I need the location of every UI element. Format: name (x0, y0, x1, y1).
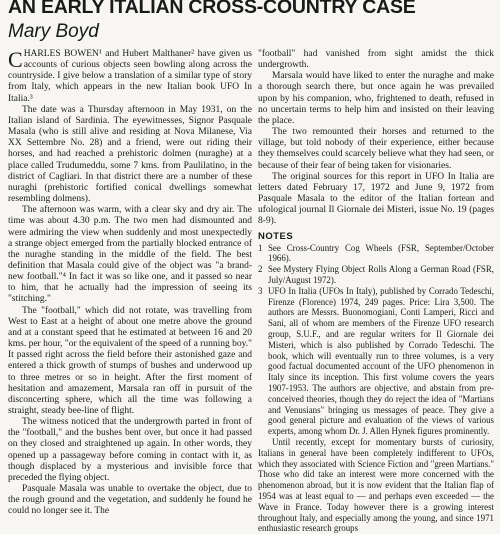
paragraph-pursuit: Pasquale Masala was unable to overtake the object, due to the rough ground and the vegetation, and suddenly he found he could no longer see it. The (8, 484, 252, 517)
note-3-text: UFO In Italia (UFOs In Italy), published by Corrado Tedeschi, Firenze (Florence) 1974, 249 pages. Price: Lira 3,500. The authors are Messrs. Buonomogiani, Conti Lamperi, Ricci and Sani, all of whom are members of the Firenze UFO research group, S.U.F., and are regular writers for Il Giornale dei Misteri, which is also published by Corrado Tedeschi. The book, which will eventually run to three volumes, is a very good factual documented account of the UFO phenomenon in Italy since its inception. This first volume covers the years 1907-1953. The authors are objective, and abstain from pre-conceived theories, though they do reject the idea of "Martians and Venusians" bringing us messages of peace. They give a good general picture and evaluation of the views of various experts, among whom Dr. J. Allen Hynek figures prominently. (268, 285, 494, 437)
paragraph-date: The date was a Thursday afternoon in May 1931, on the Italian island of Sardinia. The eyewitnesses, Signor Pasquale Masala (who is still alive and residing at Nova Milanese, Via XX Settembre No. 28) and a friend, were out riding their horses, and had reached a prehistoric dolmen (nuraghe) at a place called Trudumeddu, some 7 kms. from Paulilatino, in the district of Cagliari. In that district there are a number of these nuraghi (prehistoric fortified conical dwellings somewhat resembling dolmens). (8, 104, 252, 205)
paragraph-intro-text: HARLES BOWEN¹ and Hubert Malthaner² have given us accounts of curious objects seen bowling along across the countryside. I give below a translation of a similar type of story from Italy, which appears in the new Italian book UFO In Italia.³ (8, 49, 252, 104)
drop-cap: C (8, 47, 23, 72)
note-2-number: 2 (258, 264, 263, 275)
left-column (8, 47, 252, 517)
paragraph-witness: The witness noticed that the undergrowth parted in front of the "football," and the bushes bent over, but once it had passed on they closed and straightened up again. In other words, they opened up a passageway before coming in contact with it, as though displaced by a mysterious and invisible force that preceded the flying object. (8, 417, 252, 483)
note-3-continuation: Until recently, except for momentary bursts of curiosity, Italians in general have been completely indifferent to UFOs, which they associated with Science Fiction and "green Martians." Those who did take an interest were more concerned with the phenomenon abroad, but it is now evident that the Italian flap of 1954 was at least equal to — and perhaps even exceeded — the Wave in France. Today however there is a growing interest throughout Italy, and especially among the young, and since 1971 enthusiastic research groups (258, 437, 494, 534)
article-author: Mary Boyd (8, 21, 99, 42)
paragraph-sources: The original sources for this report in UFO In Italia are letters dated February 17, 1972 and June 9, 1972 from Pasquale Masala to the editor of the Italian fortean and ufological journal Il Giornale dei Misteri, issue No. 19 (pages 8-9). (258, 171, 494, 227)
paragraph-intro (8, 49, 252, 105)
note-3 (258, 286, 494, 437)
right-column (258, 49, 494, 534)
paragraph-vanished: "football" had vanished from sight amidst the thick undergrowth. (258, 49, 494, 71)
paragraph-nuraghe: Marsala would have liked to enter the nuraghe and make a thorough search there, but once again he was prevailed upon by his companion, who, frightened to death, refused in no uncertain terms to help him and insisted on their leaving the place. (258, 71, 494, 126)
paragraph-football: The "football," which did not rotate, was travelling from West to East at a height of about one metre above the ground and at a constant speed that he estimated at between 16 and 20 kms. per hour, "or the equivalent of the speed of a running boy." It passed right across the field before their astonished gaze and entered a thick growth of stumps of bushes and underwood up to three metres or so in height. After the first moment of hesitation and amazement, Marsala ran off in pursuit of the disconcerting sphere, which all the time was following a straight, steady bee-line of flight. (8, 305, 252, 416)
article-title: AN EARLY ITALIAN CROSS-COUNTRY CASE (8, 0, 416, 18)
paragraph-afternoon: The afternoon was warm, with a clear sky and dry air. The time was about 4.30 p.m. The two men had dismounted and were admiring the view when suddenly and most unexpectedly a strange object emerged from the partially blocked entrance of the nuraghe standing in the middle of the field. The best definition that Masala could give of the object was "a brand-new football."⁴ In fact it was so like one, and it passed so near to him, that he actually had the impression of seeing its "stitching." (8, 205, 252, 305)
note-3-number: 3 (258, 285, 263, 296)
note-1-number: 1 (258, 242, 263, 253)
paragraph-return: The two remounted their horses and returned to the village, but told nobody of their experience, either because they themselves could scarcely believe what they had seen, or because of their fear of being taken for visionaries. (258, 127, 494, 171)
note-1 (258, 243, 494, 265)
notes-heading: NOTES (258, 230, 294, 242)
note-2 (258, 264, 494, 286)
note-1-text: See Cross-Country Cog Wheels (FSR, September/October 1966). (268, 242, 494, 264)
note-2-text: See Mystery Flying Object Rolls Along a German Road (FSR, July/August 1972). (268, 264, 494, 286)
